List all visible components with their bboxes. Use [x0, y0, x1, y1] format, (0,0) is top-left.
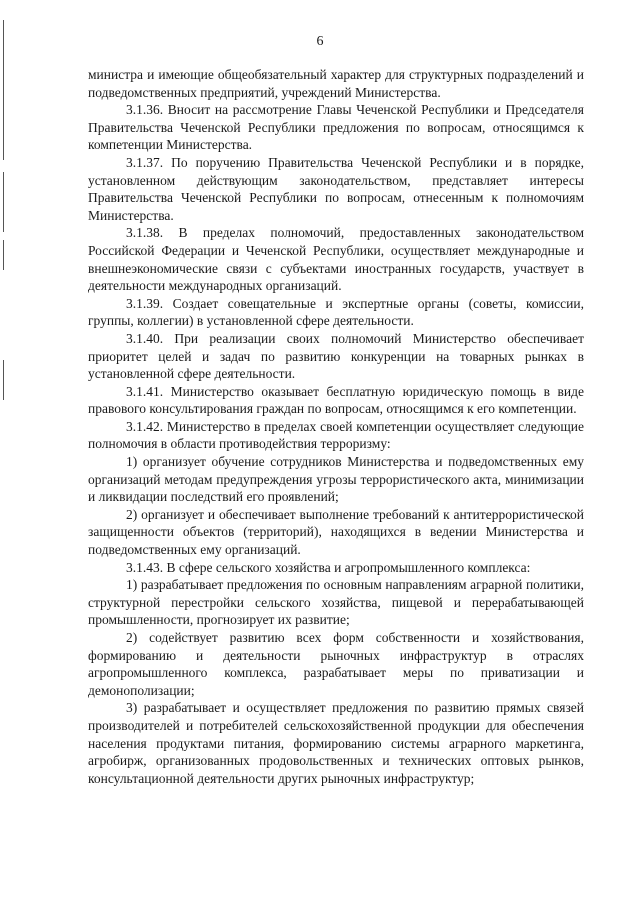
list-item: 1) разрабатывает предложения по основным направлениям аграрной политики, структурной перестройки сельского хозяйства, пищевой и перерабатывающей промышленности, прогнозирует их развитие;: [88, 577, 584, 628]
list-item: 2) организует и обеспечивает выполнение требований к антитеррористической защищенности объектов (территорий), находящихся в ведении Министерства и подведомственных ему организаций.: [88, 506, 584, 558]
paragraph-3-1-37: 3.1.37. По поручению Правительства Чеченской Республики и в порядке, установленном действующим законодательством, представляет интересы Правительства Чеченской Республики по вопросам, отнесенным к полномочиям Министерства.: [88, 154, 584, 223]
page-number: 6: [316, 34, 324, 49]
list-item: 3) разрабатывает и осуществляет предложения по развитию прямых связей производителей и потребителей сельскохозяйственной продукции для обеспечения населения продуктами питания, формированию системы аграрного маркетинга, агробирж, организованных продовольственных и технических оптовых рынков, консультационной деятельности других рыночных инфраструктур;: [88, 700, 584, 786]
paragraph-3-1-43: 3.1.43. В сфере сельского хозяйства и агропромышленного комплекса:: [126, 559, 531, 575]
paragraph-3-1-41: 3.1.41. Министерство оказывает бесплатную юридическую помощь в виде правового консультирования граждан по вопросам, относящимся к его компетенции.: [88, 383, 584, 417]
paragraph-3-1-38: 3.1.38. В пределах полномочий, предоставленных законодательством Российской Федерации и Чеченской Республики, осуществляет международные и внешнеэкономические связи с субъектами иностранных государств, участвует в деятельности международных организаций.: [88, 225, 584, 294]
paragraph-3-1-36: 3.1.36. Вносит на рассмотрение Главы Чеченской Республики и Председателя Правительства Чеченской Республики предложения по вопросам, относящимся к компетенции Министерства.: [88, 102, 584, 153]
paragraph-3-1-42: 3.1.42. Министерство в пределах своей компетенции осуществляет следующие полномочия в области противодействия терроризму:: [88, 418, 584, 452]
list-item: 1) организует обучение сотрудников Министерства и подведомственных ему организаций методам предупреждения угрозы террористического акта, минимизации и ликвидации последствий его проявлений;: [88, 454, 584, 505]
paragraph-3-1-40: 3.1.40. При реализации своих полномочий Министерство обеспечивает приоритет целей и задач по развитию конкуренции на товарных рынках в установленной сфере деятельности.: [88, 330, 584, 382]
paragraph: министра и имеющие общеобязательный характер для структурных подразделений и подведомственных предприятий, учреждений Министерства.: [88, 67, 584, 100]
paragraph-3-1-39: 3.1.39. Создает совещательные и экспертные органы (советы, комиссии, группы, коллегии) в установленной сфере деятельности.: [88, 295, 584, 329]
document-body: [88, 66, 584, 787]
binding-edge-marks: [3, 0, 8, 905]
list-item: 2) содействует развитию всех форм собственности и хозяйствования, формированию и деятельности рыночных инфраструктур в отраслях агропромышленного комплекса, разрабатывает меры по приватизации и демонополизации;: [88, 630, 584, 698]
